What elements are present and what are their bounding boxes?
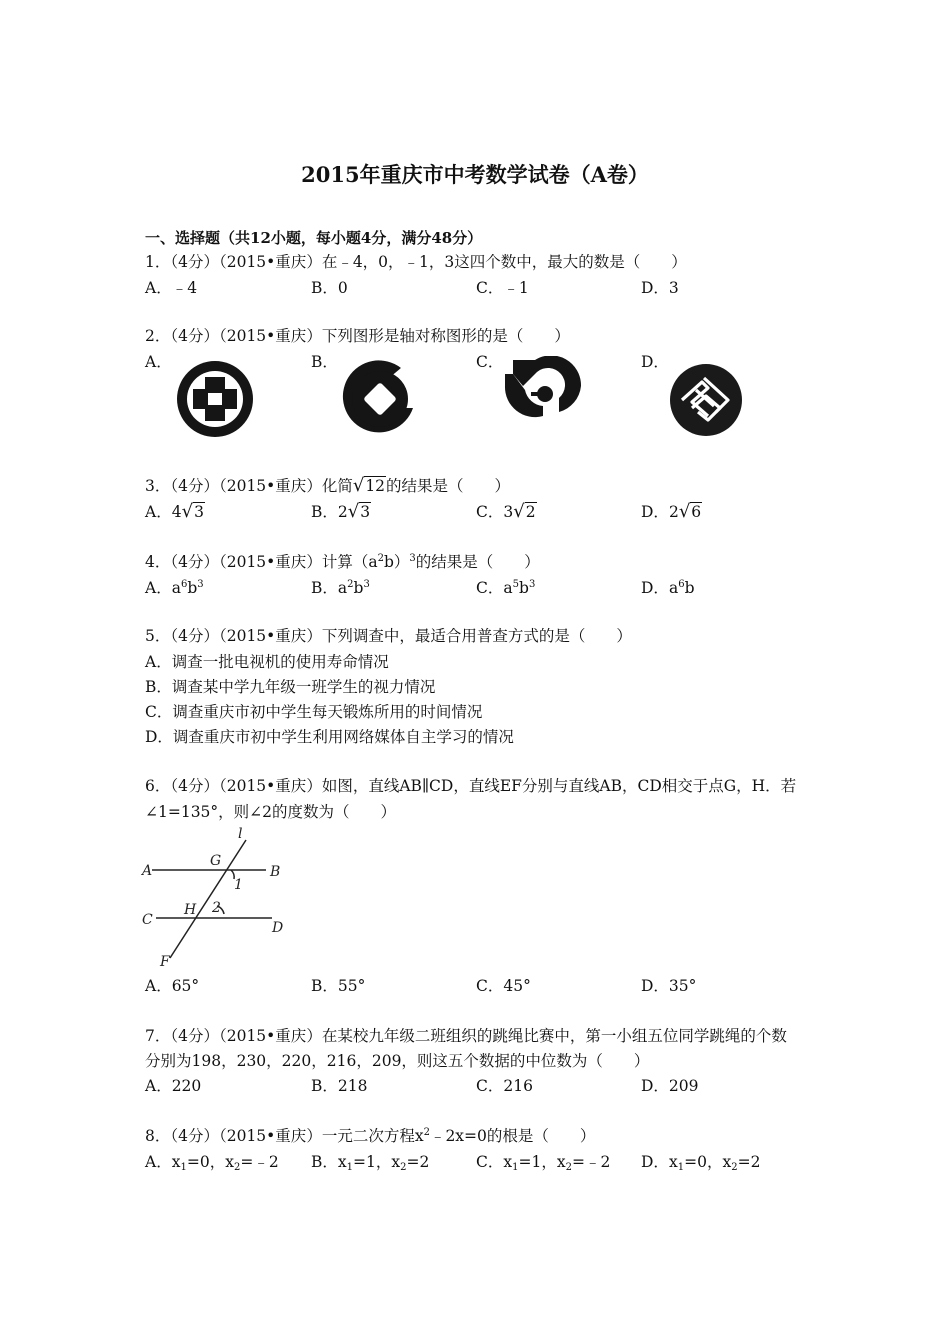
- question-5-stem: 5．（4分）（2015•重庆）下列调查中，最适合用普查方式的是（ ）: [145, 627, 632, 645]
- question-7-stem-line1: 7．（4分）（2015•重庆）在某校九年级二班组织的跳绳比赛中，第一小组五位同学跳绳的个数: [145, 1027, 787, 1045]
- q2-option-c[interactable]: C．: [476, 353, 504, 371]
- label-l: l: [238, 826, 243, 842]
- q4-option-b[interactable]: B．$a^2b^3$: [311, 579, 370, 597]
- label-angle-2: 2: [212, 900, 221, 916]
- bank-logo-icon: [339, 358, 421, 440]
- q5-option-a[interactable]: A．调查一批电视机的使用寿命情况: [145, 653, 389, 671]
- q8-option-a[interactable]: A．$x_1=0$，$x_2=﹣2$: [145, 1153, 279, 1173]
- section-heading: 一、选择题（共12小题，每小题4分，满分48分）: [145, 229, 483, 247]
- q6-option-b[interactable]: B．55°: [311, 977, 366, 995]
- question-3-stem: 3．（4分）（2015•重庆）化简√12的结果是（ ）: [145, 475, 511, 496]
- label-g: G: [210, 853, 222, 869]
- question-1-stem: 1．（4分）（2015•重庆）在﹣4，0，﹣1，3这四个数中，最大的数是（ ）: [145, 253, 687, 271]
- q7-option-b[interactable]: B．218: [311, 1077, 368, 1095]
- q5-option-d[interactable]: D．调查重庆市初中学生利用网络媒体自主学习的情况: [145, 728, 514, 746]
- q1-option-d[interactable]: D．3: [641, 279, 679, 297]
- q2-option-d[interactable]: D．: [641, 353, 669, 371]
- question-6-stem-line2: ∠1=135°，则∠2的度数为（ ）: [145, 803, 397, 821]
- coin-logo-icon: [175, 358, 255, 440]
- q4-option-a[interactable]: A．$a^6b^3$: [145, 579, 204, 597]
- q6-option-a[interactable]: A．65°: [145, 977, 200, 995]
- q7-option-d[interactable]: D．209: [641, 1077, 699, 1095]
- question-6-stem-line1: 6．（4分）（2015•重庆）如图，直线AB∥CD，直线EF分别与直线AB，CD相交于点G，H．若: [145, 777, 797, 795]
- q2-option-a[interactable]: A．: [145, 353, 172, 371]
- q5-option-c[interactable]: C．调查重庆市初中学生每天锻炼所用的时间情况: [145, 703, 483, 721]
- label-d: D: [272, 920, 284, 936]
- q2-option-b[interactable]: B．: [311, 353, 338, 371]
- question-2-stem: 2．（4分）（2015•重庆）下列图形是轴对称图形的是（ ）: [145, 327, 570, 345]
- q1-option-c[interactable]: C．﹣1: [476, 279, 529, 297]
- q6-option-c[interactable]: C．45°: [476, 977, 531, 995]
- label-b: B: [270, 864, 281, 880]
- arc-logo-icon: [503, 356, 583, 418]
- q3-option-d[interactable]: D．2√6: [641, 501, 702, 522]
- page-title: 2015年重庆市中考数学试卷（A卷）: [301, 162, 649, 187]
- question-7-stem-line2: 分别为198，230，220，216，209，则这五个数据的中位数为（ ）: [145, 1052, 650, 1070]
- question-4-stem: 4．（4分）（2015•重庆）计算$(a^2b)^3$的结果是（ ）: [145, 553, 540, 571]
- mobile-logo-icon: [668, 362, 744, 438]
- q3-option-b[interactable]: B．2√3: [311, 501, 371, 522]
- q7-option-c[interactable]: C．216: [476, 1077, 533, 1095]
- q8-option-c[interactable]: C．$x_1=1$，$x_2=﹣2$: [476, 1153, 611, 1173]
- q3-option-c[interactable]: C．3√2: [476, 501, 536, 522]
- q3-option-a[interactable]: A．4√3: [145, 501, 204, 522]
- radical-12: √12: [352, 475, 386, 496]
- q8-option-d[interactable]: D．$x_1=0$，$x_2=2$: [641, 1153, 761, 1173]
- q1-option-a[interactable]: A．﹣4: [145, 279, 198, 297]
- label-c: C: [142, 912, 153, 928]
- q1-option-b[interactable]: B．0: [311, 279, 348, 297]
- label-f: F: [160, 954, 170, 970]
- label-h: H: [184, 902, 197, 918]
- q6-option-d[interactable]: D．35°: [641, 977, 697, 995]
- q8-option-b[interactable]: B．$x_1=1$，$x_2=2$: [311, 1153, 430, 1173]
- q7-option-a[interactable]: A．220: [145, 1077, 202, 1095]
- parallel-lines-figure: [138, 826, 298, 970]
- question-8-stem: 8．（4分）（2015•重庆）一元二次方程$x^2﹣2x=0$的根是（ ）: [145, 1127, 596, 1145]
- label-a: A: [142, 863, 153, 879]
- q5-option-b[interactable]: B．调查某中学九年级一班学生的视力情况: [145, 678, 436, 696]
- q4-option-c[interactable]: C．$a^5b^3$: [476, 579, 536, 597]
- label-angle-1: 1: [234, 877, 243, 893]
- q4-option-d[interactable]: D．$a^6b$: [641, 579, 695, 597]
